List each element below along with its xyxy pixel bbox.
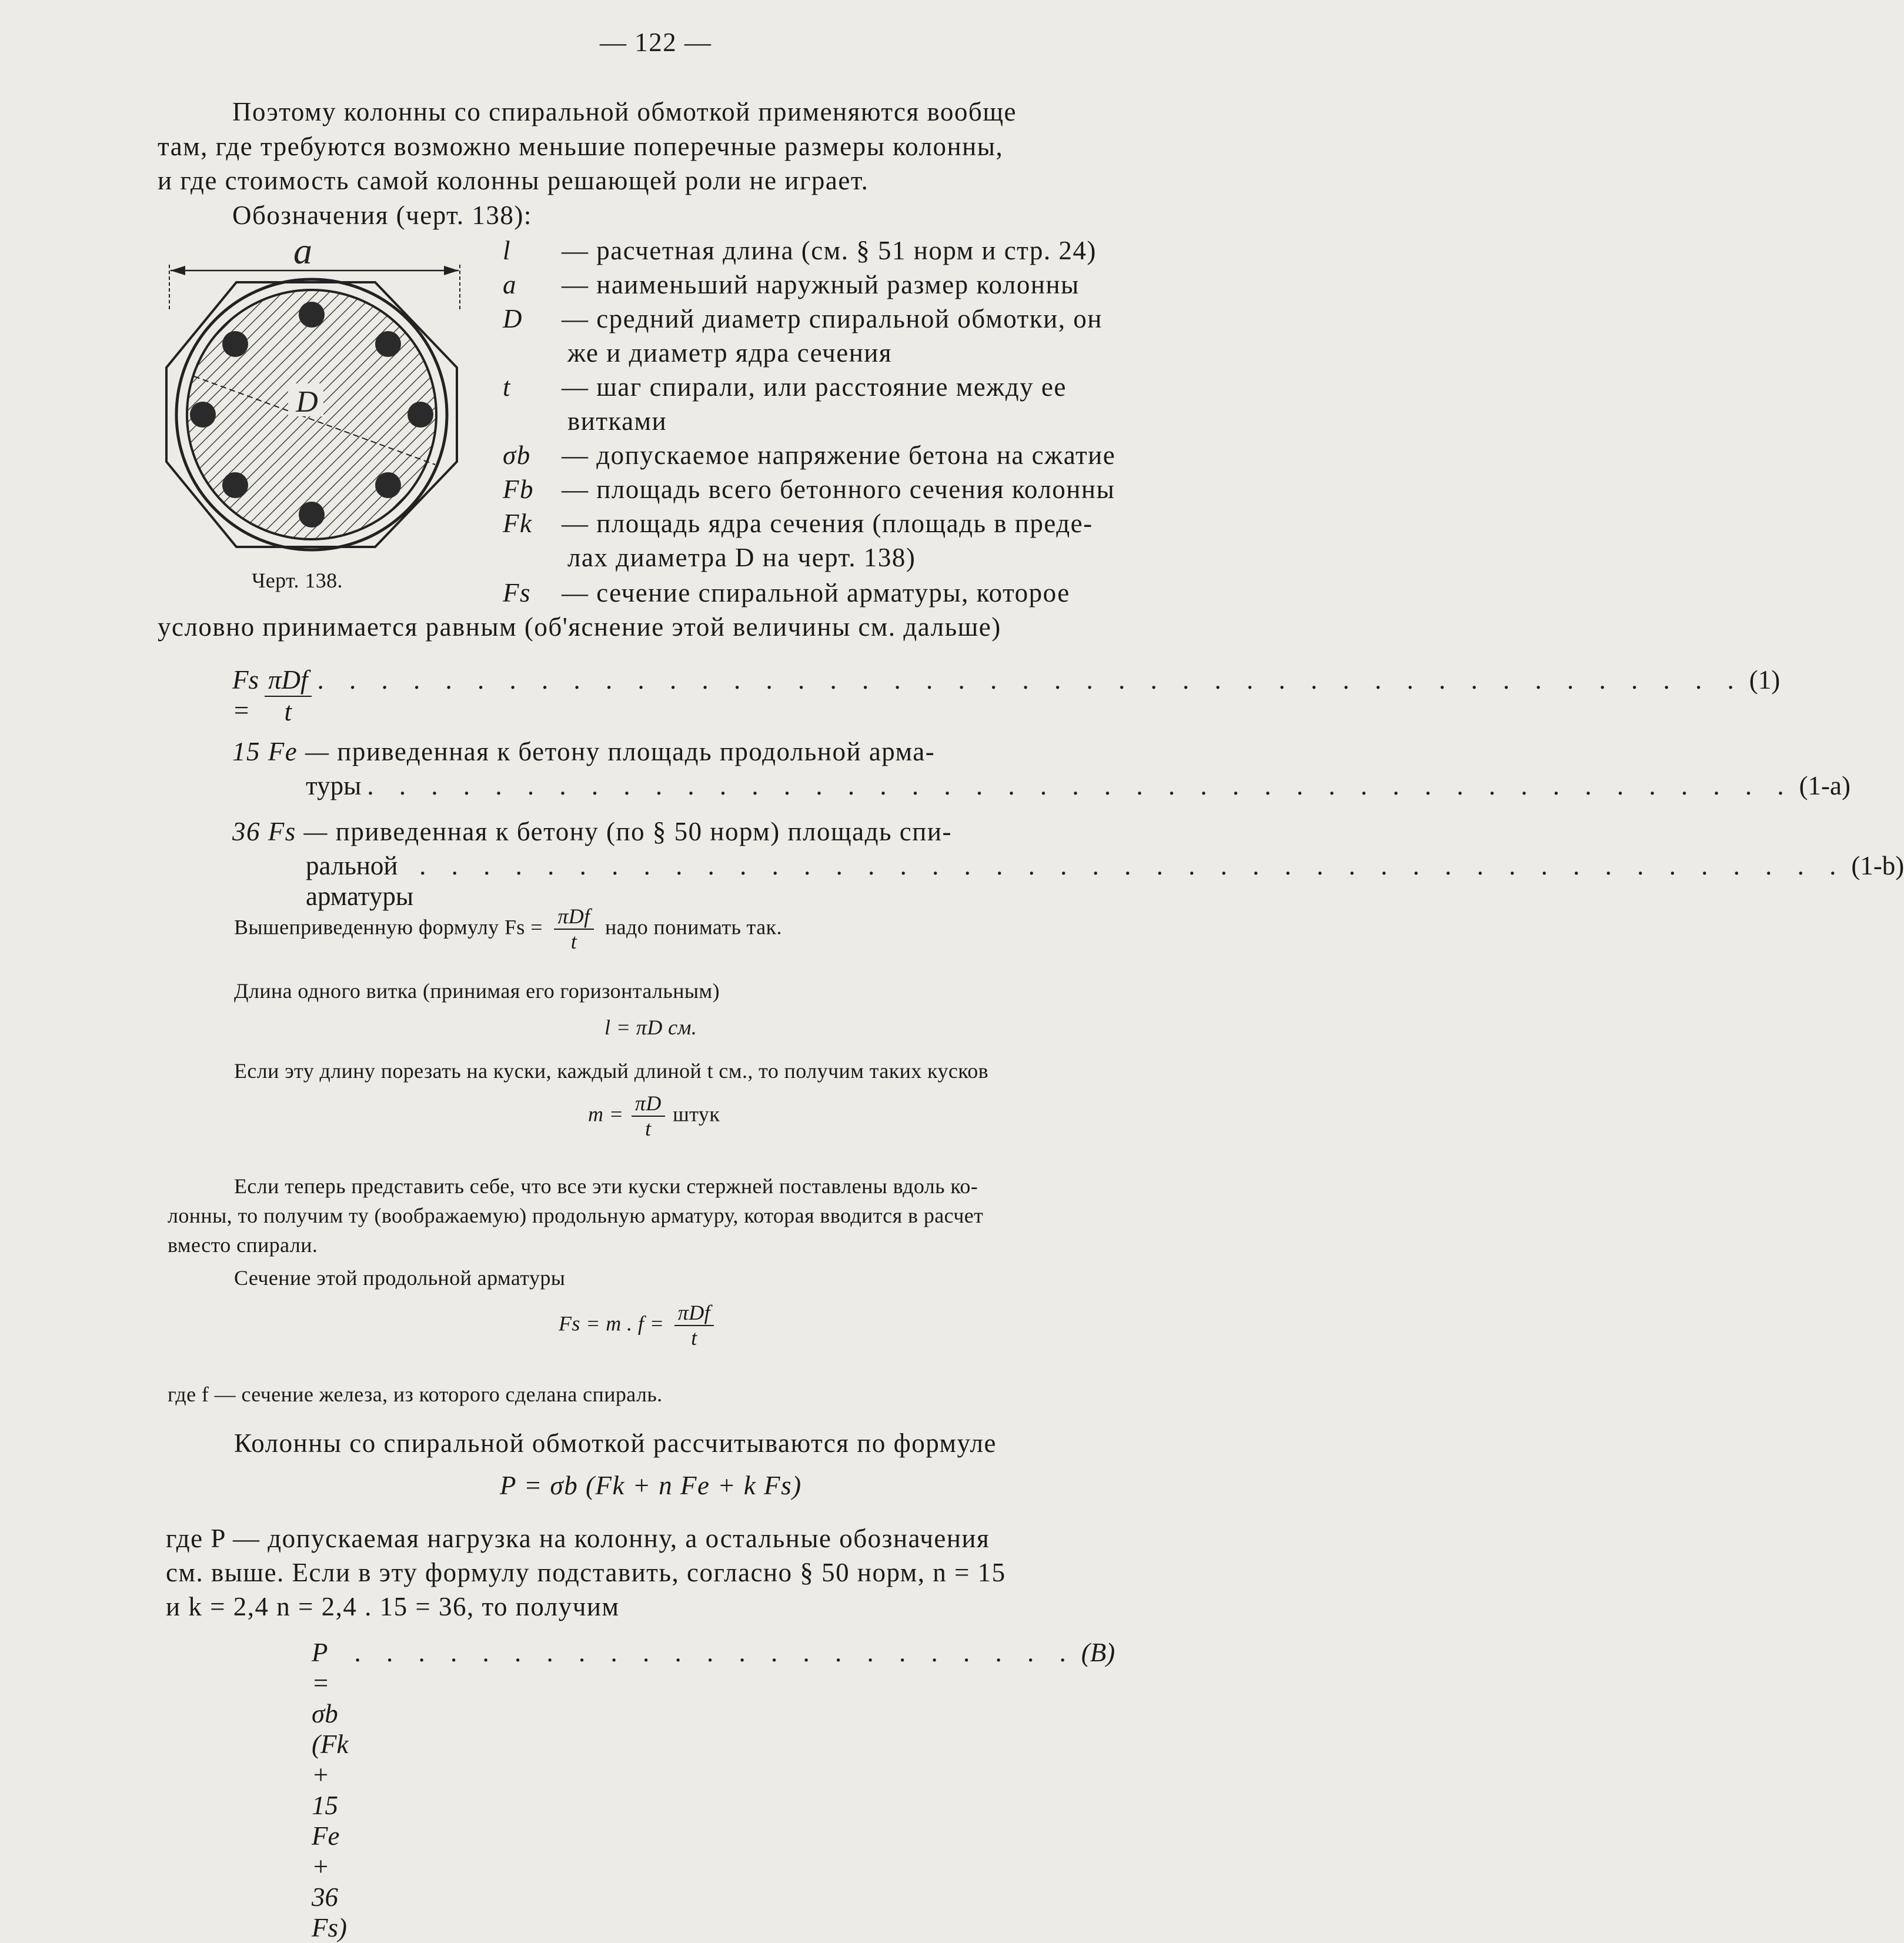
small-p4-line-1: Если теперь представить себе, что все эти куски стержней поставлены вдоль ко- <box>234 1174 978 1198</box>
intro-line-2: там, где требуются возможно меньшие поперечные размеры колонны, <box>158 132 1004 161</box>
small-p3: Если эту длину порезать на куски, каждый длиной t см., то получим таких кусков <box>234 1059 989 1083</box>
figure-caption: Черт. 138. <box>252 569 343 592</box>
legend-Fs-cont: условно принимается равным (об'яснение этой величины см. дальше) <box>158 612 1001 642</box>
formula-B: P = σb (Fk + 15 Fe + 36 Fs) . . . . . . . . . . . . . . . . . . . . . . . (B) <box>312 1638 1115 1942</box>
item-15-line-1: 15 Fe — приведенная к бетону площадь продольной арма- <box>232 737 936 766</box>
where-line-3: и k = 2,4 n = 2,4 . 15 = 36, то получим <box>166 1592 620 1621</box>
legend-sigma-b: σb — допускаемое напряжение бетона на сжатие <box>503 440 1116 470</box>
small-p4-line-2: лонны, то получим ту (воображаемую) продольную арматуру, которая вводится в расчет <box>168 1204 984 1227</box>
formula-1: Fs = $\frac{\text{πDf}}{t}$ . . . . . . . . . . . . . . . . . . . . . . . . . . . . . . . . . . . . . . . . . . . . . (1) <box>232 665 1781 726</box>
legend-Fk-cont: лах диаметра D на черт. 138) <box>567 543 916 572</box>
legend-D: D — средний диаметр спиральной обмотки, он <box>503 304 1103 333</box>
designations-heading: Обозначения (черт. 138): <box>232 201 532 230</box>
small-p5: Сечение этой продольной арматуры <box>234 1266 566 1290</box>
diameter-label-D: D <box>296 385 318 419</box>
legend-Fs: Fs — сечение спиральной арматуры, которое <box>503 578 1070 607</box>
where-line-1: где P — допускаемая нагрузка на колонну, а остальные обозначения <box>166 1524 990 1553</box>
page-number: — 122 — <box>600 28 712 57</box>
legend-Fk: Fk — площадь ядра сечения (площадь в преде- <box>503 509 1093 538</box>
formula-m: m = $\frac{\pi D}{t}$ штук <box>588 1091 720 1141</box>
intro-line-1: Поэтому колонны со спиральной обмоткой применяются вообще <box>232 97 1017 126</box>
small-p6: где f — сечение железа, из которого сделана спираль. <box>168 1383 663 1406</box>
item-36-line-1: 36 Fs — приведенная к бетону (по § 50 норм) площадь спи- <box>232 817 952 846</box>
intro-line-3: и где стоимость самой колонны решающей роли не играет. <box>158 166 869 195</box>
formula-length: l = πD см. <box>604 1016 697 1039</box>
where-line-2: см. выше. Если в эту формулу подставить, согласно § 50 норм, n = 15 <box>166 1558 1006 1587</box>
dimension-label-a: a <box>293 230 312 272</box>
legend-a: a — наименьший наружный размер колонны <box>503 270 1080 299</box>
calc-line: Колонны со спиральной обмоткой рассчитываются по формуле <box>234 1428 997 1458</box>
item-15-line-2: туры . . . . . . . . . . . . . . . . . . . . . . . . . . . . . . . . . . . . . . . . . . . . . (1-а) <box>306 771 1850 800</box>
legend-D-cont: же и диаметр ядра сечения <box>567 338 893 368</box>
small-p4-line-3: вместо спирали. <box>168 1233 318 1257</box>
legend-t-cont: витками <box>567 406 667 436</box>
legend-Fb: Fb — площадь всего бетонного сечения колонны <box>503 475 1115 504</box>
legend-l: l — расчетная длина (см. § 51 норм и стр. 24) <box>503 236 1097 265</box>
small-p1: Вышеприведенную формулу Fs = $\frac{\text{πDf}}{t}$ надо понимать так. <box>234 904 782 954</box>
small-p2: Длина одного витка (принимая его горизонтальным) <box>234 979 720 1003</box>
item-36-line-2: ральной арматуры . . . . . . . . . . . . . . . . . . . . . . . . . . . . . . . . . . . . . . . . . . . . . (1-b) <box>306 851 1904 911</box>
figure-138 <box>153 230 459 565</box>
formula-P: P = σb (Fk + n Fe + k Fs) <box>500 1471 802 1500</box>
legend-t: t — шаг спирали, или расстояние между ее <box>503 372 1067 402</box>
formula-fs: Fs = m . f = $\frac{\text{πDf}}{t}$ <box>559 1301 714 1351</box>
